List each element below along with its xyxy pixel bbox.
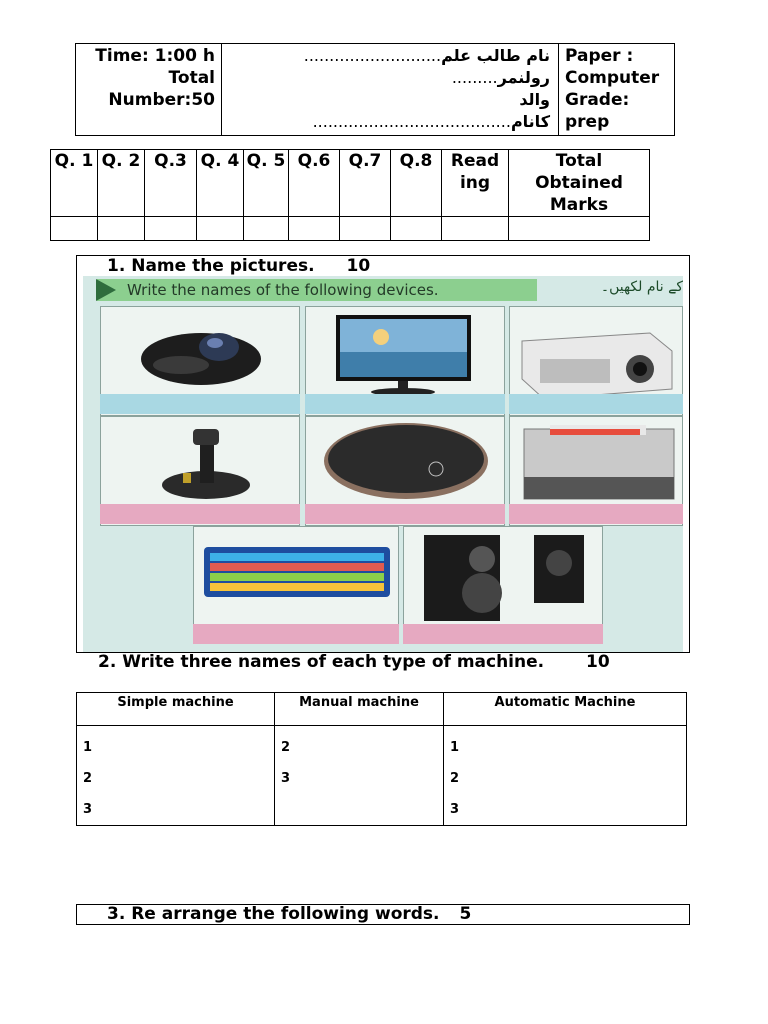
question-3-box [76,904,690,925]
roll-number-label: رولنمر [497,68,550,87]
machines-header-manual: Manual machine [275,693,444,726]
student-name-label: نام طالب علم [441,46,550,65]
marks-cell[interactable] [145,217,197,241]
question-2-marks: 10 [586,652,610,672]
joystick-icon [101,417,301,507]
student-name-blank: ........................... [303,46,442,65]
printer-icon [510,417,683,507]
picture-banner-text: Write the names of the following devices. [127,281,439,299]
marks-cell[interactable] [51,217,98,241]
manual-machine-answers[interactable] [275,726,444,826]
father-name-label: کانام [510,112,550,131]
question-1-number: 1. [107,256,126,276]
marks-cell[interactable] [442,217,509,241]
answer-strip[interactable] [305,504,505,524]
marks-header-q3: Q.3 [145,150,197,217]
answer-strip[interactable] [509,504,683,524]
answer-strip[interactable] [509,394,683,414]
marks-cell[interactable] [98,217,145,241]
manual-3: 3 [281,771,291,786]
question-2-number: 2. [98,652,117,672]
automatic-machine-answers[interactable] [444,726,687,826]
marks-cell[interactable] [289,217,340,241]
question-3-text: Re arrange the following words. [131,904,440,924]
trackball-mouse-icon [101,307,301,397]
paper-cell [559,44,675,136]
question-3-number: 3. [107,904,126,924]
speakers-icon [404,527,604,623]
question-3-heading [107,905,471,924]
marks-cell[interactable] [244,217,289,241]
student-name-line [230,45,550,67]
marks-header-q6: Q.6 [289,150,340,217]
question-2-text: Write three names of each type of machine. [122,652,545,672]
answer-strip[interactable] [193,624,399,644]
question-2-heading [98,652,610,672]
total-number-label: Total Number:50 [108,68,215,110]
marks-header-q2: Q. 2 [98,150,145,217]
automatic-1: 1 [450,740,460,755]
roll-number-blank: ......... [451,68,498,87]
automatic-2: 2 [450,771,460,786]
projector-icon [510,307,683,397]
grade-label: Grade: prep [565,90,630,132]
marks-header-q5: Q. 5 [244,150,289,217]
question-1-marks: 10 [346,256,371,276]
marks-header-reading: Read ing [442,150,509,217]
picture-banner [97,279,537,301]
marks-header-q7: Q.7 [340,150,391,217]
monitor-icon [306,307,506,397]
header-table [75,43,675,136]
simple-3: 3 [83,802,93,817]
father-name-line [230,111,550,133]
machines-table [76,692,687,826]
keyboard-icon [194,527,400,623]
answer-strip[interactable] [100,504,300,524]
question-1-heading [107,256,370,276]
simple-machine-answers[interactable] [77,726,275,826]
answer-strip[interactable] [403,624,603,644]
marks-header-q8: Q.8 [391,150,442,217]
marks-cell[interactable] [391,217,442,241]
simple-2: 2 [83,771,93,786]
marks-cell[interactable] [340,217,391,241]
time-cell [76,44,222,136]
paper-value: Computer [565,68,660,88]
paper-label: Paper : [565,46,634,66]
wireless-mouse-icon [306,417,506,507]
answer-strip[interactable] [100,394,300,414]
marks-header-total: Total Obtained Marks [509,150,650,217]
marks-cell[interactable] [197,217,244,241]
marks-table [50,149,650,241]
father-label: والد [519,90,550,109]
student-info-cell [222,44,559,136]
machines-header-simple: Simple machine [77,693,275,726]
time-label: Time: 1:00 h [95,46,215,66]
machines-header-automatic: Automatic Machine [444,693,687,726]
father-line [230,89,550,111]
picture-urdu-caption: کے نام لکھیں۔ [600,279,683,295]
question-3-marks: 5 [459,904,472,924]
father-name-blank: ....................................... [312,112,511,131]
simple-1: 1 [83,740,93,755]
roll-number-line [230,67,550,89]
question-1-text: Name the pictures. [131,256,315,276]
devices-picture [83,276,683,652]
automatic-3: 3 [450,802,460,817]
marks-header-q4: Q. 4 [197,150,244,217]
manual-2: 2 [281,740,291,755]
arrow-icon [96,279,116,301]
answer-strip[interactable] [305,394,505,414]
marks-header-q1: Q. 1 [51,150,98,217]
marks-cell[interactable] [509,217,650,241]
